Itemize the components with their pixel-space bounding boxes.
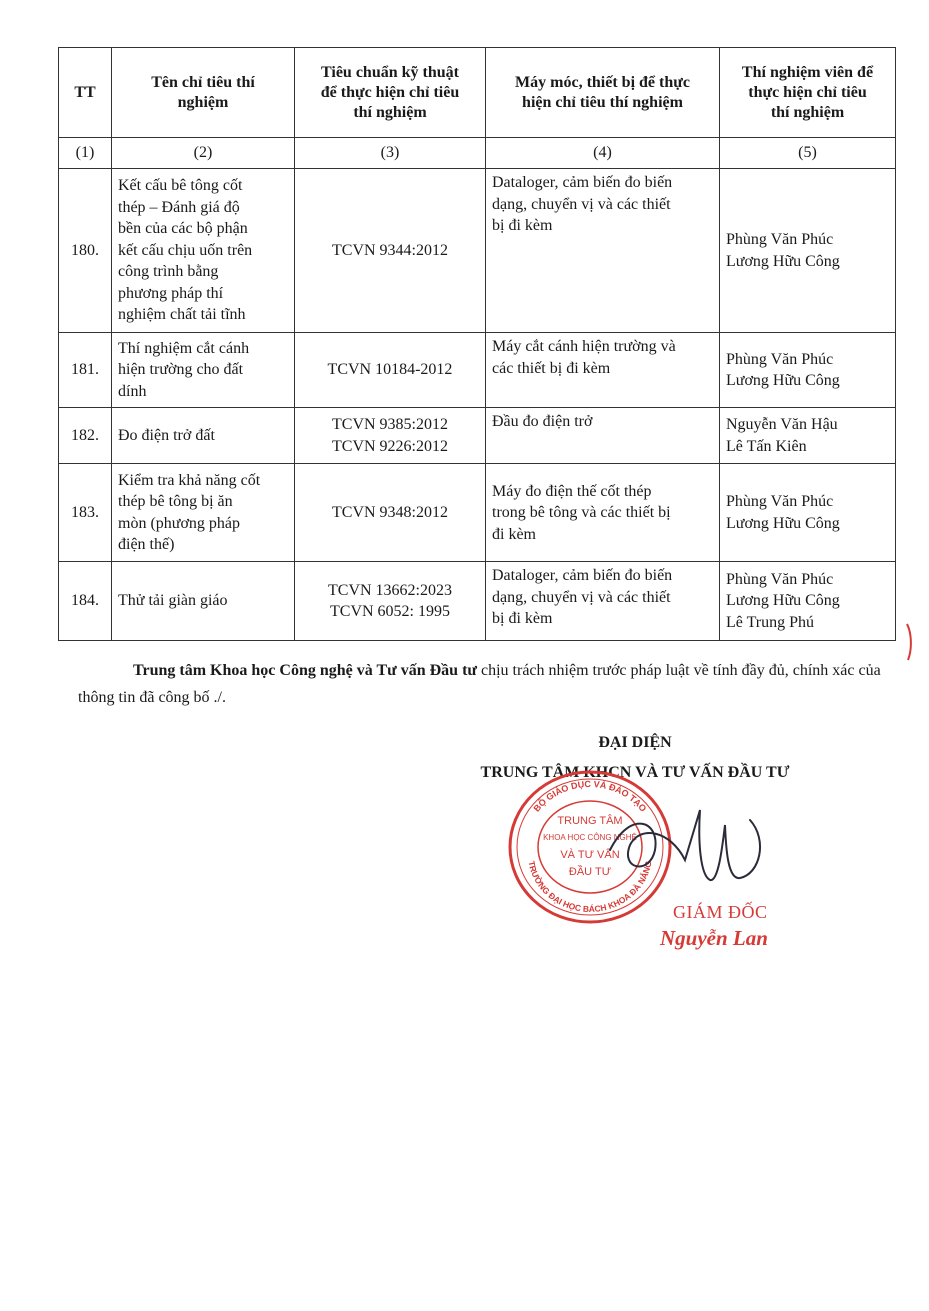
- organization-name-bold: Trung tâm Khoa học Công nghệ và Tư vấn Đầu tư: [133, 662, 477, 679]
- text-line: hiện chỉ tiêu thí nghiệm: [522, 93, 683, 111]
- text-line: TCVN 9344:2012: [332, 241, 448, 259]
- column-number-row: [59, 138, 896, 169]
- text-line: TT: [74, 83, 96, 101]
- text-line: bền của các bộ phận: [118, 220, 248, 238]
- table-row: [59, 464, 896, 562]
- column-number: (2): [112, 138, 295, 169]
- row-name: [112, 169, 295, 333]
- text-line: thực hiện chỉ tiêu: [748, 83, 867, 101]
- text-line: Phùng Văn Phúc: [726, 350, 834, 368]
- text-line: Đầu đo điện trở: [492, 413, 593, 430]
- text-line: trong bê tông và các thiết bị: [492, 504, 671, 522]
- director-name: Nguyễn Lan: [660, 926, 768, 950]
- text-line: TCVN 10184-2012: [327, 361, 453, 379]
- text-line: Máy đo điện thế cốt thép: [492, 482, 652, 500]
- text-line: công trình bằng: [118, 263, 219, 281]
- text-line: mòn (phương pháp: [118, 514, 241, 532]
- table-header-row: [59, 48, 896, 138]
- row-staff: [720, 562, 896, 641]
- svg-text:TRUNG TÂM: TRUNG TÂM: [557, 815, 623, 827]
- text-line: bị đi kèm: [492, 610, 553, 627]
- row-name: [112, 333, 295, 408]
- text-line: nghiệm: [177, 93, 229, 111]
- text-line: hiện trường cho đất: [118, 361, 244, 379]
- svg-text:VÀ TƯ VẤN: VÀ TƯ VẤN: [560, 849, 620, 861]
- svg-text:TRƯỜNG ĐẠI HỌC BÁCH KHOA ĐÀ NẴ: TRƯỜNG ĐẠI HỌC BÁCH KHOA ĐÀ NẴNG: [526, 860, 654, 915]
- row-equipment: [486, 169, 720, 333]
- text-line: Thí nghiệm viên để: [741, 63, 874, 81]
- text-line: Nguyễn Văn Hậu: [726, 416, 838, 433]
- text-line: thép bê tông bị ăn: [118, 493, 233, 510]
- statement-text: chịu trách nhiệm trước pháp luật về tính đầy đủ, chính xác của thông tin đã công bố ./.: [78, 662, 881, 706]
- text-line: TCVN 9226:2012: [332, 437, 448, 455]
- text-line: Tiêu chuẩn kỹ thuật: [321, 63, 459, 81]
- director-title: GIÁM ĐỐC: [673, 902, 768, 922]
- text-line: thép – Đánh giá độ: [118, 198, 240, 216]
- header-equipment: [486, 48, 720, 138]
- text-line: Dataloger, cảm biến đo biến: [492, 174, 673, 191]
- row-standard: [295, 333, 486, 408]
- svg-text:ĐẦU TƯ: ĐẦU TƯ: [568, 866, 612, 878]
- row-tt: 182.: [59, 408, 112, 464]
- text-line: Lương Hữu Công: [726, 372, 840, 389]
- table-row: [59, 169, 896, 333]
- row-standard: [295, 408, 486, 464]
- text-line: Máy móc, thiết bị để thực: [515, 73, 690, 91]
- text-line: dính: [118, 382, 147, 400]
- text-line: Lương Hữu Công: [726, 252, 840, 270]
- director-signature: [600, 790, 780, 900]
- representative-label: ĐẠI DIỆN: [598, 734, 672, 751]
- text-line: dạng, chuyển vị và các thiết: [492, 195, 671, 213]
- text-line: Phùng Văn Phúc: [726, 493, 834, 510]
- table-row: [59, 408, 896, 464]
- header-standard: [295, 48, 486, 138]
- text-line: Lê Tấn Kiên: [726, 437, 807, 455]
- row-tt: 184.: [59, 562, 112, 641]
- text-line: kết cấu chịu uốn trên: [118, 241, 253, 259]
- row-equipment: [486, 408, 720, 464]
- row-equipment: [486, 333, 720, 408]
- text-line: dạng, chuyển vị và các thiết: [492, 588, 671, 606]
- text-line: Kiểm tra khả năng cốt: [118, 471, 261, 489]
- text-line: Lê Trung Phú: [726, 613, 815, 631]
- text-line: Thử tải giàn giáo: [118, 592, 228, 610]
- column-number: (4): [486, 138, 720, 169]
- text-line: TCVN 9348:2012: [332, 503, 448, 521]
- row-staff: [720, 169, 896, 333]
- row-tt: 181.: [59, 333, 112, 408]
- row-staff: [720, 464, 896, 562]
- row-name: [112, 408, 295, 464]
- row-tt: 183.: [59, 464, 112, 562]
- table-row: [59, 333, 896, 408]
- text-line: Lương Hữu Công: [726, 514, 840, 532]
- column-number: (1): [59, 138, 112, 169]
- text-line: để thực hiện chỉ tiêu: [320, 83, 460, 101]
- text-line: thí nghiệm: [770, 103, 845, 121]
- row-name: [112, 562, 295, 641]
- row-standard: [295, 562, 486, 641]
- row-staff: [720, 333, 896, 408]
- column-number: (5): [720, 138, 896, 169]
- text-line: Đo điện trở đất: [118, 426, 215, 444]
- text-line: điện thế): [118, 536, 175, 553]
- text-line: đi kèm: [492, 525, 536, 543]
- row-equipment: [486, 562, 720, 641]
- svg-text:BỘ GIÁO DỤC VÀ ĐÀO TẠO: BỘ GIÁO DỤC VÀ ĐÀO TẠO: [531, 778, 649, 814]
- row-staff: [720, 408, 896, 464]
- text-line: bị đi kèm: [492, 217, 553, 234]
- header-tt: [59, 48, 112, 138]
- text-line: nghiệm chất tải tĩnh: [118, 306, 246, 324]
- text-line: Lương Hữu Công: [726, 592, 840, 610]
- text-line: Phùng Văn Phúc: [726, 231, 834, 248]
- row-equipment: [486, 464, 720, 562]
- text-line: Thí nghiệm cắt cánh: [118, 339, 250, 357]
- header-staff: [720, 48, 896, 138]
- organization-label: TRUNG TÂM KHCN VÀ TƯ VẤN ĐẦU TƯ: [480, 764, 790, 781]
- text-line: thí nghiệm: [353, 103, 427, 121]
- svg-text:KHOA HỌC CÔNG NGHỆ: KHOA HỌC CÔNG NGHỆ: [543, 833, 637, 842]
- row-standard: [295, 464, 486, 562]
- responsibility-statement: [78, 657, 898, 711]
- text-line: các thiết bị đi kèm: [492, 359, 611, 377]
- row-name: [112, 464, 295, 562]
- text-line: TCVN 9385:2012: [332, 416, 448, 433]
- equipment-table: [58, 47, 896, 641]
- header-name: [112, 48, 295, 138]
- row-standard: [295, 169, 486, 333]
- text-line: phương pháp thí: [118, 284, 224, 302]
- text-line: TCVN 13662:2023: [328, 581, 452, 599]
- text-line: TCVN 6052: 1995: [330, 603, 450, 620]
- text-line: Kết cấu bê tông cốt: [118, 177, 243, 195]
- table-row: [59, 562, 896, 641]
- text-line: Tên chỉ tiêu thí: [151, 73, 255, 91]
- text-line: Dataloger, cảm biến đo biến: [492, 567, 673, 584]
- row-tt: 180.: [59, 169, 112, 333]
- column-number: (3): [295, 138, 486, 169]
- text-line: Phùng Văn Phúc: [726, 570, 834, 588]
- margin-mark: [903, 622, 917, 662]
- text-line: Máy cắt cánh hiện trường và: [492, 338, 676, 355]
